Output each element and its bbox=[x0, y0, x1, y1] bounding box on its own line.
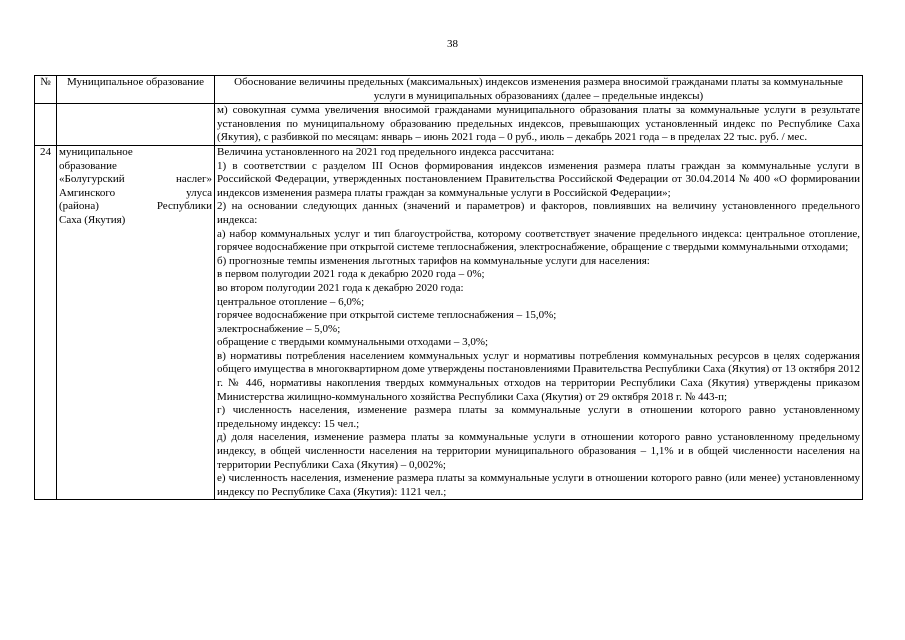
page-number: 38 bbox=[447, 38, 458, 50]
paragraph: д) доля населения, изменение размера платы за коммунальные услуги в отношении которого равно установленному предельному индексу, в общей численности населения на территории муниципального образования – 1,1% и в общей численности населения на территории Республики Саха (Якутия) – 0,002%; bbox=[217, 431, 860, 471]
justification-cell bbox=[215, 104, 863, 146]
paragraph: г) численность населения, изменение размера платы за коммунальные услуги в отношении которого равно установленному предельному индексу: 15 чел.; bbox=[217, 404, 860, 430]
municipality-cell bbox=[57, 104, 215, 146]
paragraph: во втором полугодии 2021 года к декабрю 2020 года: bbox=[217, 281, 464, 294]
header-justification: Обоснование величины предельных (максимальных) индексов изменения размера вносимой гражданами платы за коммунальные услуги в муниципальных образованиях (далее – предельные индексы) bbox=[215, 76, 863, 104]
municipality-line: (района) Республики bbox=[59, 200, 212, 213]
paragraph: электроснабжение – 5,0%; bbox=[217, 322, 341, 335]
justification-cell bbox=[215, 145, 863, 499]
paragraph: б) прогнозные темпы изменения льготных тарифов на коммунальные услуги для населения: bbox=[217, 254, 650, 267]
paragraph: в) нормативы потребления населением коммунальных услуг и нормативы потребления коммунальных ресурсов в целях содержания общего имущества в многоквартирном доме утверждены постановлениями Правительства Республики Саха (Якутия) от 13 октября 2012 г. № 446, нормативы накопления твердых коммунальных отходов на территории Республики Саха (Якутия) утверждены приказом Министерства жилищно-коммунального хозяйства Республики Саха (Якутия) от 29 октября 2018 г. № 443-п; bbox=[217, 349, 860, 403]
index-justification-table bbox=[34, 75, 863, 500]
row-number-cell bbox=[35, 104, 57, 146]
paragraph: 2) на основании следующих данных (значений и параметров) и факторов, повлиявших на величину установленного предельного индекса: bbox=[217, 200, 860, 226]
paragraph: м) совокупная сумма увеличения вносимой гражданами муниципального образования платы за коммунальные услуги в результате установления по муниципальному образованию предельных индексов, превышающих установленный индекс по Республике Саха (Якутия), с разбивкой по месяцам: январь – июнь 2021 года – 0 руб., июль – декабрь 2021 года – в пределах 22 тыс. руб. / мес. bbox=[217, 104, 860, 144]
municipality-line: муниципальное bbox=[59, 145, 133, 158]
row-number-cell: 24 bbox=[35, 145, 57, 499]
table-row bbox=[35, 104, 863, 146]
table-row bbox=[35, 145, 863, 499]
municipality-line: Саха (Якутия) bbox=[59, 213, 126, 226]
paragraph: а) набор коммунальных услуг и тип благоустройства, которому соответствует значение предельного индекса: центральное отопление, горячее водоснабжение при открытой системе теплоснабжения, электроснабжение, обращение с твердыми коммунальными отходами; bbox=[217, 227, 860, 254]
municipality-line: «Болугурский наслег» bbox=[59, 173, 212, 186]
paragraph: Величина установленного на 2021 год предельного индекса рассчитана: bbox=[217, 145, 555, 158]
municipality-line: Амгинского улуса bbox=[59, 186, 212, 199]
header-number: № bbox=[35, 76, 57, 104]
municipality-cell bbox=[57, 145, 215, 499]
paragraph: 1) в соответствии с разделом III Основ формирования индексов изменения размера платы граждан за коммунальные услуги в Российской Федерации, утвержденных постановлением Правительства Российской Федерации от 30.04.2014 № 400 «О формировании индексов изменения размера платы граждан за коммунальные услуги в Российской Федерации»; bbox=[217, 159, 860, 199]
paragraph: е) численность населения, изменение размера платы за коммунальные услуги в отношении которого равно (или менее) установленному индексу по Республике Саха (Якутия): 1121 чел.; bbox=[217, 472, 860, 498]
table-header-row bbox=[35, 76, 863, 104]
header-municipality: Муниципальное образование bbox=[57, 76, 215, 104]
paragraph: в первом полугодии 2021 года к декабрю 2020 года – 0%; bbox=[217, 268, 485, 281]
paragraph: горячее водоснабжение при открытой системе теплоснабжения – 15,0%; bbox=[217, 309, 557, 322]
municipality-line: образование bbox=[59, 159, 117, 172]
paragraph: центральное отопление – 6,0%; bbox=[217, 295, 365, 308]
paragraph: обращение с твердыми коммунальными отходами – 3,0%; bbox=[217, 336, 489, 349]
